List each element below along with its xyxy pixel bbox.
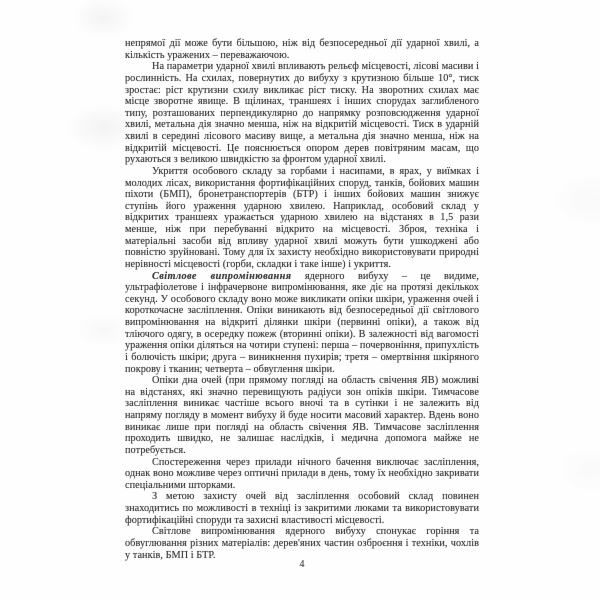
paragraph: непрямої дії може бути більшою, ніж від безпосередньої дії ударної хвилі, а кількість уражених – переважаючою. bbox=[125, 38, 479, 61]
page-number: 4 bbox=[299, 559, 305, 570]
paragraph: Опіки дна очей (при прямому погляді на область свічення ЯВ) можливі на відстанях, які значно перевищують радіуси зон опіків шкіри. Тимчасове засліплення виникає частіше всього вночі та в сутінки і не залежить від напряму погляду в момент вибуху й буде носити масовий характер. Вдень воно виникає лише при погляді на область свічення ЯВ. Тимчасове засліплення проходить швидко, не залишає наслідків, і медична допомога майже не потребується. bbox=[125, 375, 479, 456]
paragraph: На параметри ударної хвилі впливають рельєф місцевості, лісові масиви і рослинність. На схилах, повернутих до вибуху з крутизною більше 10°, тиск зростає: ріст крутизни схилу викликає ріст тиску. На зворотних схилах має місце зворотне явище. В щілинах, траншеях і інших спорудах заглибленого типу, розташованих перпендикулярно до напрямку розповсюдження ударної хвилі, метальна дія значно менша, ніж на відкритій місцевості. Тиск в ударній хвилі в середині лісового масиву вище, а метальна дія значно менша, ніж на відкритій місцевості. Це пояснюється опором дерев повітряним масам, що рухаються з великою швидкістю за фронтом ударної хвилі. bbox=[125, 61, 479, 166]
paragraph: Спостереження через прилади нічного бачення виключає засліплення, однак воно можливе через оптичні прилади в день, тому їх необхідно закривати спеціальними шторками. bbox=[125, 456, 479, 491]
paragraph-text: ядерного вибуху – це видиме, ультрафіолетове і інфрачервоне випромінювання, яке діє на протязі декількох секунд. У особового складу воно може викликати опіки шкіри, ураження очей і короткочасне засліплення. Опіки виникають від безпосередньої дії світлового випромінювання на відкриті ділянки шкіри (первинні опіки), а також від тліючого одягу, в осередку пожеж (вторинні опіки). В залежності від вагомості ураження опіки діляться на чотири ступені: перша – почервоніння, припухлість і болючість шкіри; друга – виникнення пухирів; третя – омертвіння шкіряного покрову і тканин; четверта – обвуглення шкіри. bbox=[125, 270, 480, 375]
paragraph: З метою захисту очей від засліплення особовий склад повинен знаходитись по можливості в техніці із закритими люками та використовувати фортифікаційні споруди та захисні властивості місцевості. bbox=[125, 491, 479, 526]
paragraph-lead-bold-italic: Світлове випромінювання bbox=[152, 270, 292, 282]
paragraph: Світлове випромінювання ядерного вибуху спонукає горіння та обвуглювання різних матеріалів: дерев'яних частин озброєння і техніки, чохлів у танків, БМП і БТР. bbox=[125, 526, 479, 561]
page-text bbox=[125, 38, 479, 561]
paragraph bbox=[125, 271, 479, 376]
paragraph: Укриття особового складу за горбами і насипами, в ярах, у виїмках і молодих лісах, використання фортифікаційних споруд, танків, бойових машин піхоти (БМП), бронетранспортерів (БТР) і інших бойових машин знижує ступінь його ураження ударною хвилею. Наприклад, особовий склад у відкритих траншеях уражається ударною хвилею на відстанях в 1,5 рази менше, ніж при перебуванні відкрито на місцевості. Зброя, техніка і матеріальні засоби від впливу ударної хвилі можуть бути ушкоджені або повністю зруйновані. Тому для їх захисту необхідно використовувати природні нерівності місцевості (горби, складки і таке інше) і укриття. bbox=[125, 165, 479, 270]
